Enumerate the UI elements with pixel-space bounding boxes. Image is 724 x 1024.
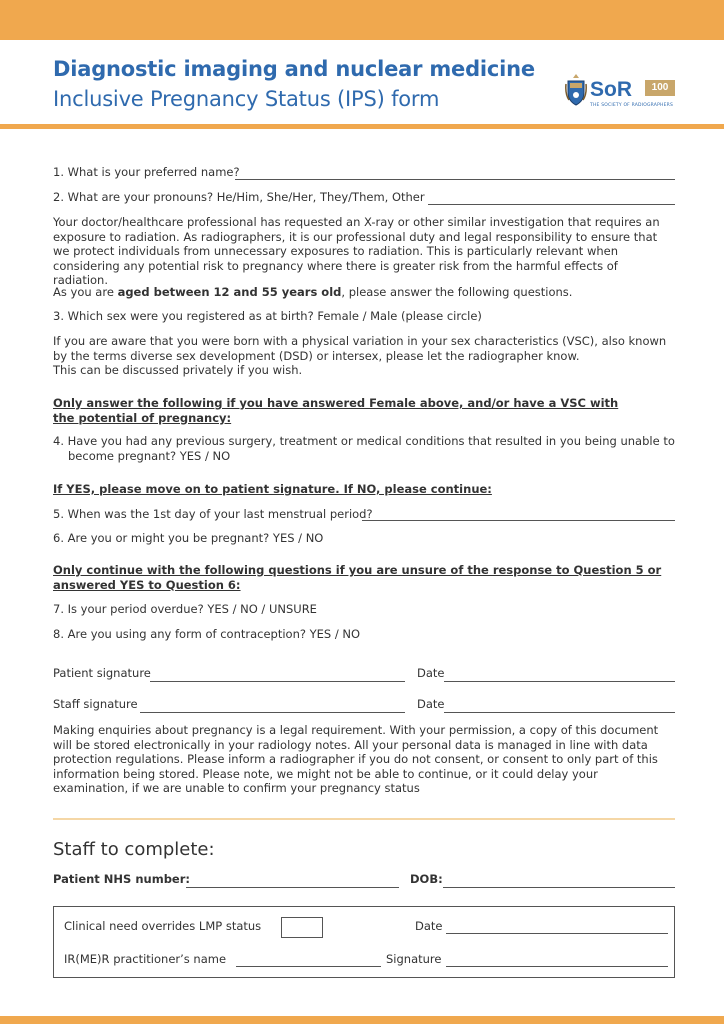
- question-7: 7. Is your period overdue? YES / NO / UNSURE: [53, 602, 317, 616]
- header-color-bar: [0, 0, 724, 40]
- question-6: 6. Are you or might you be pregnant? YES / NO: [53, 531, 324, 545]
- preferred-name-field[interactable]: [235, 179, 675, 180]
- clinical-need-checkbox[interactable]: [281, 917, 323, 938]
- patient-signature-label: Patient signature: [53, 666, 151, 680]
- question-2: 2. What are your pronouns? He/Him, She/Her, They/Them, Other: [53, 190, 425, 204]
- vsc-note-privacy: This can be discussed privately if you wish.: [53, 363, 303, 377]
- staff-date-field[interactable]: [444, 712, 675, 713]
- patient-date-field[interactable]: [444, 681, 675, 682]
- question-3: 3. Which sex were you registered as at birth? Female / Male (please circle): [53, 309, 482, 323]
- practitioner-signature-label: Signature: [386, 952, 442, 966]
- form-title: Diagnostic imaging and nuclear medicine: [53, 57, 535, 81]
- footer-color-bar: [0, 1016, 724, 1024]
- continue-section-heading: Only continue with the following questions if you are unsure of the response to Question 5 or answered YES to Question 6:: [53, 563, 662, 592]
- lmp-date-field[interactable]: [362, 520, 675, 521]
- patient-date-label: Date: [417, 666, 445, 680]
- logo-subtitle: THE SOCIETY OF RADIOGRAPHERS: [590, 103, 673, 108]
- clinical-override-box: [53, 906, 675, 978]
- age-text-post: , please answer the following questions.: [341, 285, 573, 299]
- logo-text: SoR: [590, 78, 632, 101]
- header-divider: [0, 124, 724, 129]
- sor-logo: [565, 72, 677, 112]
- form-subtitle: Inclusive Pregnancy Status (IPS) form: [53, 87, 440, 111]
- question-5: 5. When was the 1st day of your last menstrual period?: [53, 507, 373, 521]
- pronouns-field[interactable]: [428, 204, 675, 205]
- nhs-number-field[interactable]: [186, 887, 399, 888]
- question-1: 1. What is your preferred name?: [53, 165, 240, 179]
- staff-signature-label: Staff signature: [53, 697, 138, 711]
- data-protection-disclaimer: Making enquiries about pregnancy is a legal requirement. With your permission, a copy of this document will be stored electronically in your radiology notes. All your personal data is managed in line with data protection regulations. Please inform a radiographer if you do not consent, or consent to only part of this information being stored. Please note, we might not be able to continue, or it could delay your examination, if we are unable to confirm your pregnancy status: [53, 723, 659, 796]
- question-4: 4. Have you had any previous surgery, treatment or medical conditions that resulted in you being unable to become pregnant? YES / NO: [53, 434, 675, 463]
- dob-label: DOB:: [410, 872, 443, 886]
- dob-field[interactable]: [443, 887, 675, 888]
- practitioner-name-field[interactable]: [236, 966, 381, 967]
- female-section-heading: Only answer the following if you have answered Female above, and/or have a VSC with the potential of pregnancy:: [53, 396, 619, 425]
- override-date-label: Date: [415, 919, 443, 933]
- crest-icon: [565, 72, 587, 108]
- centenary-badge: 100: [645, 80, 675, 96]
- age-text-pre: As you are: [53, 285, 118, 299]
- vsc-note: If you are aware that you were born with a physical variation in your sex characteristics (VSC), also known by the terms diverse sex development (DSD) or intersex, please let the radiographer know.: [53, 334, 667, 363]
- patient-signature-field[interactable]: [150, 681, 405, 682]
- yes-instruction-heading: If YES, please move on to patient signature. If NO, please continue:: [53, 482, 492, 496]
- staff-section-title: Staff to complete:: [53, 839, 215, 860]
- question-8: 8. Are you using any form of contraception? YES / NO: [53, 627, 361, 641]
- age-range: aged between 12 and 55 years old: [117, 285, 342, 299]
- override-date-field[interactable]: [446, 933, 668, 934]
- staff-signature-field[interactable]: [140, 712, 405, 713]
- staff-date-label: Date: [417, 697, 445, 711]
- practitioner-signature-field[interactable]: [446, 966, 668, 967]
- section-divider: [53, 818, 675, 820]
- age-statement: [53, 285, 572, 300]
- clinical-need-label: Clinical need overrides LMP status: [64, 919, 262, 933]
- nhs-number-label: Patient NHS number:: [53, 872, 191, 886]
- intro-paragraph: Your doctor/healthcare professional has requested an X-ray or other similar investigation that requires an exposure to radiation. As radiographers, it is our professional duty and legal responsibility to ensure that we protect individuals from unnecessary exposures to radiation. This is particularly relevant when considering any potential risk to pregnancy where there is greater risk from the harmful effects of radiation.: [53, 215, 660, 288]
- practitioner-name-label: IR(ME)R practitioner’s name: [64, 952, 227, 966]
